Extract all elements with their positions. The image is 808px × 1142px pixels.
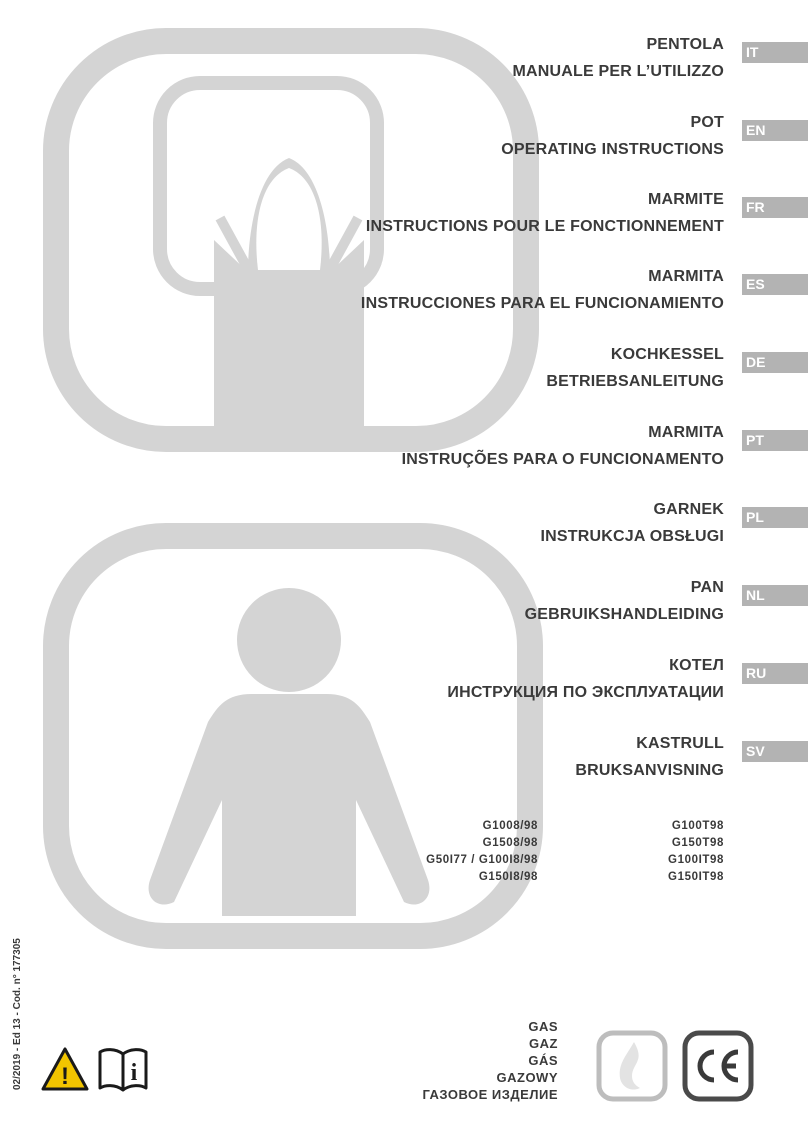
- lang-tag: EN: [742, 120, 808, 141]
- lang-title: MARMITA: [648, 424, 724, 441]
- read-manual-icon: [97, 1046, 149, 1092]
- lang-subtitle: BRUKSANVISNING: [575, 762, 724, 779]
- lang-block-es: [0, 268, 808, 328]
- lang-title: KOCHKESSEL: [610, 346, 724, 363]
- document-code: 02/2019 - Ed 13 - Cod. n° 177305: [12, 938, 23, 1090]
- lang-subtitle: INSTRUKCJA OBSŁUGI: [540, 528, 724, 545]
- model-number: G50I77 / G100I8/98: [426, 854, 538, 866]
- lang-subtitle: BETRIEBSANLEITUNG: [546, 373, 724, 390]
- lang-title: POT: [690, 114, 724, 131]
- model-number: G150T98: [671, 837, 724, 849]
- lang-subtitle: INSTRUÇÕES PARA O FUNCIONAMENTO: [401, 451, 724, 468]
- lang-block-nl: [0, 579, 808, 639]
- lang-tag: PL: [742, 507, 808, 528]
- model-number: G100IT98: [668, 854, 724, 866]
- warning-icon: [40, 1046, 90, 1092]
- lang-tag: ES: [742, 274, 808, 295]
- lang-title: КОТЕЛ: [669, 657, 724, 674]
- lang-block-pt: [0, 424, 808, 484]
- lang-block-sv: [0, 735, 808, 795]
- ce-mark-text: CE: [682, 1030, 684, 1031]
- lang-subtitle: MANUALE PER L’UTILIZZO: [512, 63, 724, 80]
- lang-block-fr: [0, 191, 808, 251]
- fuel-type: GÁS: [528, 1053, 558, 1068]
- lang-subtitle: ИНСТРУКЦИЯ ПО ЭКСПЛУАТАЦИИ: [447, 684, 724, 701]
- lang-subtitle: OPERATING INSTRUCTIONS: [501, 141, 724, 158]
- lang-block-en: [0, 114, 808, 174]
- fuel-type: GAZ: [529, 1036, 558, 1051]
- lang-block-it: [0, 36, 808, 96]
- lang-title: MARMITA: [648, 268, 724, 285]
- lang-title: PAN: [690, 579, 724, 596]
- fuel-type-list: [422, 1018, 558, 1103]
- ce-mark-icon: [682, 1030, 754, 1102]
- lang-title: KASTRULL: [636, 735, 724, 752]
- lang-title: PENTOLA: [646, 36, 724, 53]
- model-number: G1008/98: [482, 820, 538, 832]
- info-mark: i: [130, 1060, 138, 1086]
- lang-tag: SV: [742, 741, 808, 762]
- gas-flame-icon: [596, 1030, 668, 1102]
- fuel-type: ГАЗОВОЕ ИЗДЕЛИЕ: [422, 1087, 558, 1102]
- lang-title: MARMITE: [647, 191, 724, 208]
- operator-body: [149, 694, 430, 916]
- lang-tag: FR: [742, 197, 808, 218]
- fuel-type: GAZOWY: [496, 1070, 558, 1085]
- model-number: G150I8/98: [478, 871, 538, 883]
- lang-block-ru: [0, 657, 808, 717]
- lang-block-pl: [0, 501, 808, 561]
- lang-subtitle: INSTRUCTIONS POUR LE FONCTIONNEMENT: [365, 218, 724, 235]
- lang-tag: RU: [742, 663, 808, 684]
- lang-tag: PT: [742, 430, 808, 451]
- lang-tag: DE: [742, 352, 808, 373]
- lang-subtitle: INSTRUCCIONES PARA EL FUNCIONAMIENTO: [360, 295, 724, 312]
- lang-block-de: [0, 346, 808, 406]
- model-number: G150IT98: [668, 871, 724, 883]
- model-list-left: [426, 818, 538, 886]
- model-list-right: [668, 818, 724, 886]
- model-number: G1508/98: [482, 837, 538, 849]
- fuel-type: GAS: [528, 1019, 558, 1034]
- lang-tag: NL: [742, 585, 808, 606]
- model-number: G100T98: [671, 820, 724, 832]
- lang-tag: IT: [742, 42, 808, 63]
- warning-mark: !: [61, 1063, 69, 1090]
- lang-subtitle: GEBRUIKSHANDLEIDING: [524, 606, 724, 623]
- lang-title: GARNEK: [653, 501, 724, 518]
